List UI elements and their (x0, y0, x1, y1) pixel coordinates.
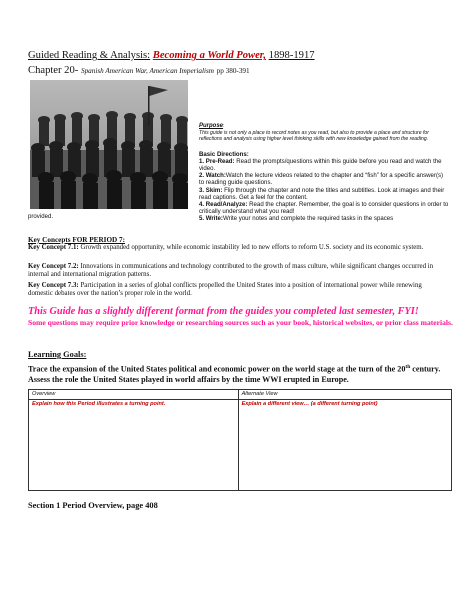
alternate-view-prompt: Explain a different view… (a different turning point) (241, 401, 378, 407)
key-concept-item: Key Concept 7.2: Innovations in communications and technology contributed to the growth of mass culture, while significant changes occurred in internal and international migration patterns. (28, 263, 434, 278)
key-concepts-heading: Key Concepts FOR PERIOD 7: (28, 236, 126, 244)
key-concept-item: Key Concept 7.1: Growth expanded opportunity, while economic instability led to new efforts to reform U.S. society and its economic system. (28, 244, 424, 251)
alternate-view-cell[interactable] (238, 400, 451, 491)
purpose-text: This guide is not only a place to record notes as you read, but also to provide a place and structure for reflections and analysis using higher level thinking skills with new knowledge gained from the reading. (199, 130, 429, 143)
purpose-colon: : (223, 123, 225, 129)
learning-goals-heading: Learning Goals: (28, 350, 87, 359)
notice-sub: Some questions may require prior knowledge or researching sources such as your book, historical websites, or prior class materials. (28, 318, 453, 327)
format-notice (28, 306, 458, 327)
direction-item: 2. Watch:Watch the lecture videos related to the chapter and “fish” for a specific answer(s) to reading guide questions. (199, 172, 444, 187)
purpose-label: Purpose (199, 123, 224, 129)
title-years: 1898-1917 (268, 50, 315, 61)
directions-continued: provided. (28, 213, 54, 220)
title-emphasis: Becoming a World Power, (152, 50, 266, 61)
title-prefix: Guided Reading & Analysis: (28, 50, 151, 61)
chapter-heading (28, 65, 250, 76)
direction-item: 3. Skim: Flip through the chapter and note the titles and subtitles. Look at images and their read captions. Get a feel for the content. (199, 186, 445, 201)
overview-header: Overview (29, 390, 239, 400)
purpose-section (199, 123, 449, 223)
historical-photo (30, 80, 188, 209)
direction-item: 4. Read/Analyze: Read the chapter. Remember, the goal is to consider questions in order to critically understand what you read! (199, 201, 449, 216)
direction-item: 1. Pre-Read: Read the prompts/questions within this guide before you read and watch the video. (199, 157, 442, 173)
photo-illustration (30, 80, 188, 209)
basic-directions (199, 151, 449, 223)
alternate-view-header: Alternate View (238, 390, 451, 400)
overview-cell[interactable] (29, 400, 239, 491)
section-heading: Section 1 Period Overview, page 408 (28, 501, 158, 510)
overview-table (28, 389, 452, 491)
chapter-pages: pp 380-391 (216, 67, 250, 75)
key-concept-item: Key Concept 7.3: Participation in a series of global conflicts propelled the United States into a position of international power while renewing domestic debates over the nation’s proper role in the world. (28, 282, 422, 297)
overview-prompt: Explain how this Period illustrates a turning point. (32, 401, 166, 407)
chapter-label: Chapter 20- (28, 65, 79, 76)
guide-title (28, 50, 315, 61)
notice-main: This Guide has a slightly different format from the guides you completed last semester, FYI! (28, 306, 419, 317)
learning-goals-text: Trace the expansion of the United States political and economic power on the world stage at the turn of the 20th century. Assess the role the United States played in world affairs by the time WWI erupted in Europe. (28, 364, 441, 384)
direction-item: 5. Write:Write your notes and complete the required tasks in the spaces (199, 215, 394, 223)
basic-directions-heading: Basic Directions: (199, 150, 249, 158)
chapter-subtitle: Spanish American War, American Imperialism (80, 67, 214, 75)
